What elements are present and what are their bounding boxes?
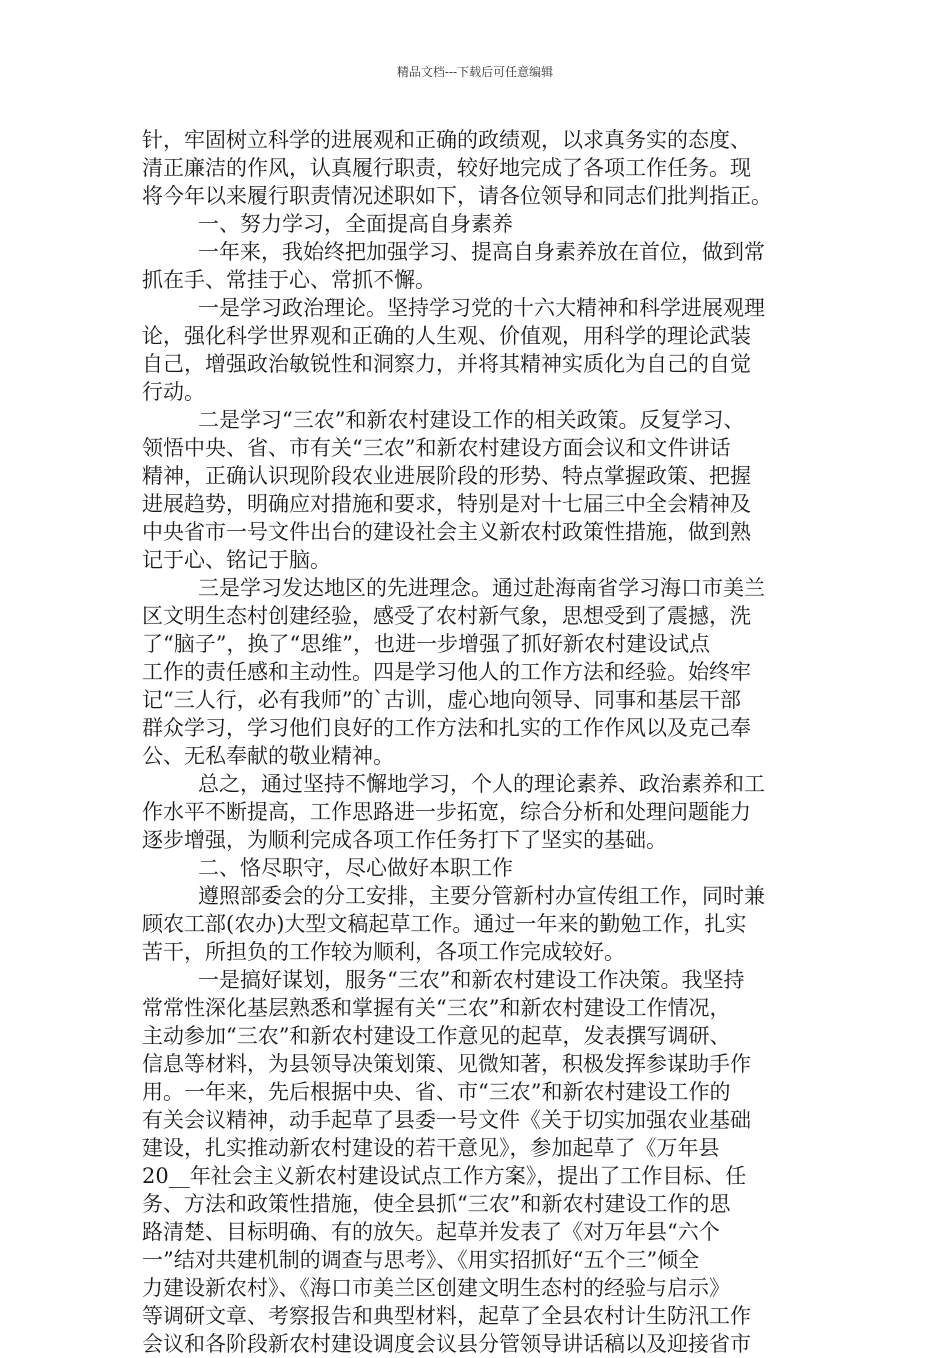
text-line: 等调研文章、考察报告和典型材料，起草了全县农村计生防汛工作 [142, 1304, 751, 1328]
text-line: 工作的责任感和主动性。四是学习他人的工作方法和经验。始终牢 [142, 660, 751, 684]
text-line: 清正廉洁的作风，认真履行职责，较好地完成了各项工作任务。现 [142, 156, 751, 180]
text-line: 自己，增强政治敏锐性和洞察力，并将其精神实质化为自己的自觉 [142, 352, 751, 376]
text-line: 用。一年来，先后根据中央、省、市“三农”和新农村建设工作的 [142, 1080, 731, 1104]
text-line: 一是搞好谋划，服务“三农”和新农村建设工作决策。我坚持 [198, 968, 745, 992]
text-line: 主动参加“三农”和新农村建设工作意见的起草，发表撰写调研、 [142, 1024, 731, 1048]
text-line: 二、恪尽职守，尽心做好本职工作 [198, 856, 513, 880]
text-line: 行动。 [142, 380, 205, 404]
text-line: 遵照部委会的分工安排，主要分管新村办宣传组工作，同时兼 [198, 884, 765, 908]
text-line: 论，强化科学世界观和正确的人生观、价值观，用科学的理论武装 [142, 324, 751, 348]
text-line: 路清楚、目标明确、有的放矢。起草并发表了《对万年县“六个 [142, 1220, 720, 1244]
text-line: 20__年社会主义新农村建设试点工作方案》，提出了工作目标、任 [142, 1164, 747, 1188]
text-line: 一”结对共建机制的调查与思考》、《用实招抓好“五个三”倾全 [142, 1248, 700, 1272]
text-line: 一、努力学习，全面提高自身素养 [198, 212, 513, 236]
text-line: 一年来，我始终把加强学习、提高自身素养放在首位，做到常 [198, 240, 765, 264]
text-line: 记于心、铭记于脑。 [142, 548, 331, 572]
text-line: 领悟中央、省、市有关“三农”和新农村建设方面会议和文件讲话 [142, 436, 731, 460]
text-line: 将今年以来履行职责情况述职如下，请各位领导和同志们批判指正。 [142, 184, 772, 208]
text-line: 作水平不断提高，工作思路进一步拓宽，综合分析和处理问题能力 [142, 800, 751, 824]
text-line: 群众学习，学习他们良好的工作方法和扎实的工作作风以及克己奉 [142, 716, 751, 740]
text-line: 一是学习政治理论。坚持学习党的十六大精神和科学进展观理 [198, 296, 765, 320]
text-line: 建设，扎实推动新农村建设的若干意见》，参加起草了《万年县 [142, 1136, 720, 1160]
text-line: 区文明生态村创建经验，感受了农村新气象，思想受到了震撼，洗 [142, 604, 751, 628]
text-line: 总之，通过坚持不懈地学习，个人的理论素养、政治素养和工 [198, 772, 765, 796]
text-line: 常常性深化基层熟悉和掌握有关“三农”和新农村建设工作情况， [142, 996, 731, 1020]
text-line: 信息等材料，为县领导决策划策、见微知著，积极发挥参谋助手作 [142, 1052, 751, 1076]
text-line: 力建设新农村》、《海口市美兰区创建文明生态村的经验与启示》 [142, 1276, 730, 1300]
text-line: 苦干，所担负的工作较为顺利，各项工作完成较好。 [142, 940, 625, 964]
text-line: 有关会议精神，动手起草了县委一号文件《关于切实加强农业基础 [142, 1108, 751, 1132]
text-line: 了“脑子”，换了“思维”，也进一步增强了抓好新农村建设试点 [142, 632, 710, 656]
page-header: 精品文档---下载后可任意编辑 [396, 65, 554, 79]
text-line: 会议和各阶段新农村建设调度会议县分管领导讲话稿以及迎接省市 [142, 1332, 751, 1356]
document-body [142, 126, 810, 1358]
text-line: 公、无私奉献的敬业精神。 [142, 744, 394, 768]
text-line: 二是学习“三农”和新农村建设工作的相关政策。反复学习、 [198, 408, 745, 432]
text-line: 记“三人行，必有我师”的`古训，虚心地向领导、同事和基层干部 [142, 688, 741, 712]
text-line: 逐步增强，为顺利完成各项工作任务打下了坚实的基础。 [142, 828, 667, 852]
text-line: 务、方法和政策性措施，使全县抓“三农”和新农村建设工作的思 [142, 1192, 731, 1216]
text-line: 精神，正确认识现阶段农业进展阶段的形势、特点掌握政策、把握 [142, 464, 751, 488]
text-line: 中央省市一号文件出台的建设社会主义新农村政策性措施，做到熟 [142, 520, 751, 544]
text-line: 顾农工部(农办)大型文稿起草工作。通过一年来的勤勉工作，扎实 [142, 912, 747, 936]
text-line: 针，牢固树立科学的进展观和正确的政绩观，以求真务实的态度、 [142, 128, 751, 152]
text-line: 进展趋势，明确应对措施和要求，特别是对十七届三中全会精神及 [142, 492, 751, 516]
text-line: 三是学习发达地区的先进理念。通过赴海南省学习海口市美兰 [198, 576, 765, 600]
text-line: 抓在手、常挂于心、常抓不懈。 [142, 268, 436, 292]
